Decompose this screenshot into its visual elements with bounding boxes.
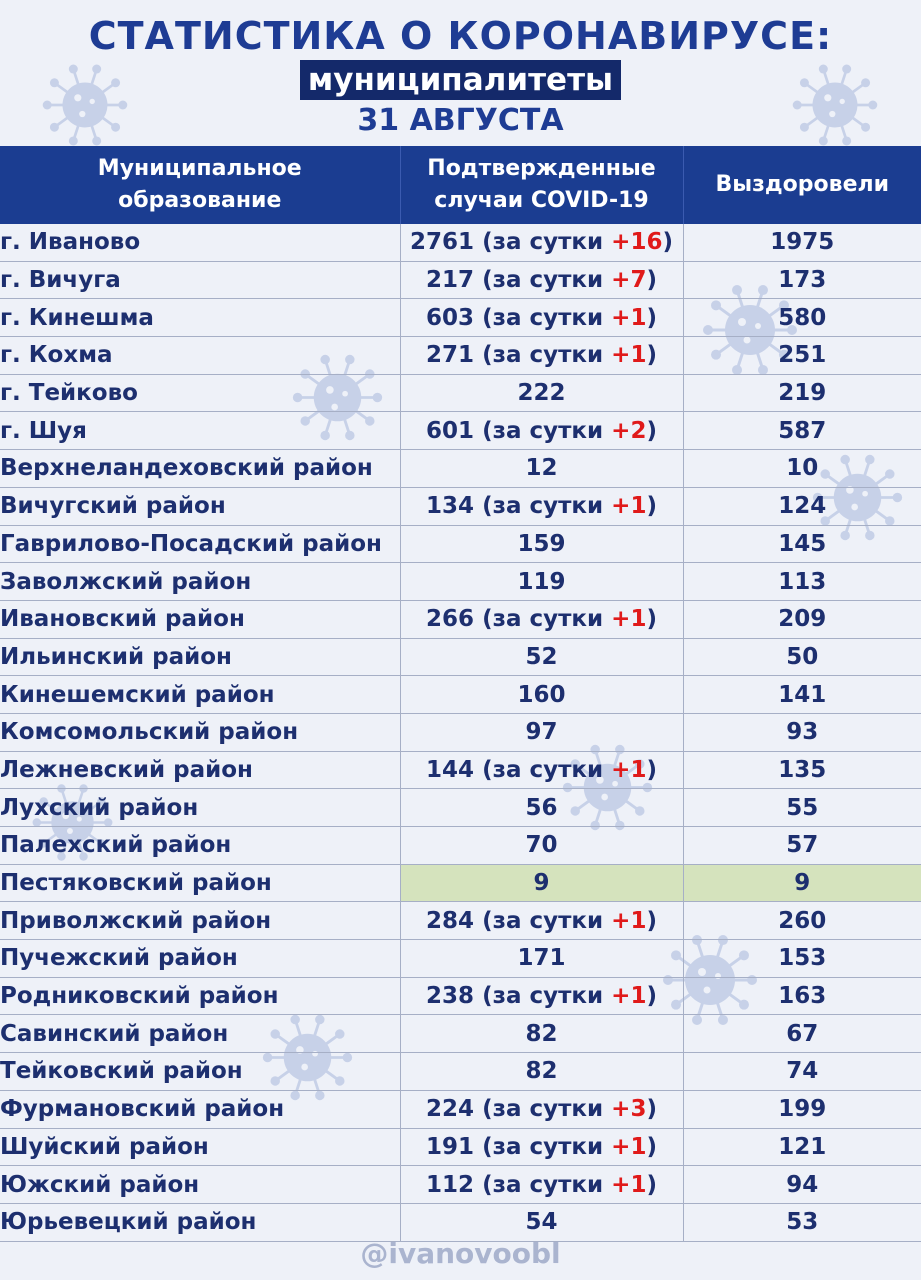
municipality-name: Ильинский район <box>0 638 400 676</box>
table-row <box>0 676 921 714</box>
daily-label-close: ) <box>646 342 657 369</box>
cases-cell <box>400 1166 683 1204</box>
daily-label-close: ) <box>646 304 657 331</box>
cases-cell <box>400 374 683 412</box>
table-row <box>0 977 921 1015</box>
daily-increase: +7 <box>611 267 647 294</box>
recovered-value: 163 <box>683 977 921 1015</box>
recovered-value: 580 <box>683 299 921 337</box>
daily-label-close: ) <box>646 267 657 294</box>
recovered-value: 57 <box>683 827 921 865</box>
table-row <box>0 827 921 865</box>
table-row <box>0 1053 921 1091</box>
table-row <box>0 713 921 751</box>
social-handle: @ivanovoobl <box>360 1237 561 1270</box>
daily-label: (за сутки <box>482 983 612 1010</box>
recovered-value: 260 <box>683 902 921 940</box>
table-row <box>0 1090 921 1128</box>
cases-value: 82 <box>525 1058 558 1085</box>
cases-cell <box>400 864 683 902</box>
cases-value: 52 <box>525 643 558 670</box>
daily-label: (за сутки <box>482 267 612 294</box>
cases-cell <box>400 1015 683 1053</box>
recovered-value: 67 <box>683 1015 921 1053</box>
cases-cell <box>400 1053 683 1091</box>
cases-value: 119 <box>517 568 566 595</box>
municipality-name: г. Кинешма <box>0 299 400 337</box>
daily-increase: +1 <box>611 493 647 520</box>
daily-label: (за сутки <box>482 304 612 331</box>
recovered-value: 10 <box>683 450 921 488</box>
cases-cell <box>400 1203 683 1241</box>
daily-increase: +3 <box>611 1096 647 1123</box>
daily-label-close: ) <box>646 417 657 444</box>
table-row <box>0 337 921 375</box>
recovered-value: 124 <box>683 487 921 525</box>
cases-value: 97 <box>525 719 558 746</box>
cases-value: 159 <box>517 530 566 557</box>
daily-label: (за сутки <box>482 1171 612 1198</box>
municipality-name: Приволжский район <box>0 902 400 940</box>
cases-cell <box>400 224 683 261</box>
daily-increase: +1 <box>611 304 647 331</box>
municipality-name: г. Иваново <box>0 224 400 261</box>
cases-value: 601 <box>426 417 475 444</box>
page-subtitle: муниципалитеты <box>300 60 621 100</box>
daily-label-close: ) <box>646 606 657 633</box>
municipality-name: Юрьевецкий район <box>0 1203 400 1241</box>
recovered-value: 199 <box>683 1090 921 1128</box>
recovered-value: 219 <box>683 374 921 412</box>
cases-cell <box>400 563 683 601</box>
cases-value: 217 <box>426 267 475 294</box>
daily-label: (за сутки <box>482 907 612 934</box>
daily-label: (за сутки <box>482 417 612 444</box>
daily-label: (за сутки <box>482 606 612 633</box>
cases-value: 271 <box>426 342 475 369</box>
municipality-name: Родниковский район <box>0 977 400 1015</box>
table-row <box>0 638 921 676</box>
cases-cell <box>400 261 683 299</box>
column-header-municipality: Муниципальное образование <box>0 146 400 224</box>
municipality-name: Фурмановский район <box>0 1090 400 1128</box>
daily-label: (за сутки <box>482 1133 612 1160</box>
recovered-value: 94 <box>683 1166 921 1204</box>
cases-value: 222 <box>517 380 566 407</box>
municipality-name: Южский район <box>0 1166 400 1204</box>
table-row <box>0 1015 921 1053</box>
table-row <box>0 751 921 789</box>
municipality-name: Шуйский район <box>0 1128 400 1166</box>
cases-cell <box>400 789 683 827</box>
cases-value: 82 <box>525 1020 558 1047</box>
table-row <box>0 864 921 902</box>
municipality-name: Заволжский район <box>0 563 400 601</box>
cases-value: 56 <box>525 794 558 821</box>
cases-cell <box>400 1090 683 1128</box>
table-row <box>0 789 921 827</box>
daily-label-close: ) <box>646 1096 657 1123</box>
cases-cell <box>400 337 683 375</box>
cases-cell <box>400 940 683 978</box>
recovered-value: 251 <box>683 337 921 375</box>
page-title: СТАТИСТИКА О КОРОНАВИРУСЕ: <box>88 14 833 58</box>
cases-cell <box>400 487 683 525</box>
daily-label-close: ) <box>646 756 657 783</box>
daily-increase: +1 <box>611 1133 647 1160</box>
daily-increase: +1 <box>611 907 647 934</box>
daily-label: (за сутки <box>482 756 612 783</box>
cases-value: 224 <box>426 1096 475 1123</box>
municipality-name: Гаврилово-Посадский район <box>0 525 400 563</box>
cases-value: 134 <box>426 493 475 520</box>
table-row <box>0 525 921 563</box>
report-date: 31 АВГУСТА <box>357 103 564 138</box>
daily-label-close: ) <box>646 1171 657 1198</box>
recovered-value: 9 <box>683 864 921 902</box>
daily-label-close: ) <box>662 229 673 256</box>
cases-cell <box>400 600 683 638</box>
daily-increase: +16 <box>611 229 663 256</box>
recovered-value: 209 <box>683 600 921 638</box>
cases-value: 171 <box>517 945 566 972</box>
daily-label-close: ) <box>646 983 657 1010</box>
cases-value: 191 <box>426 1133 475 1160</box>
cases-cell <box>400 676 683 714</box>
municipality-name: Лухский район <box>0 789 400 827</box>
cases-value: 266 <box>426 606 475 633</box>
cases-cell <box>400 450 683 488</box>
cases-value: 9 <box>533 870 550 897</box>
municipality-name: Пучежский район <box>0 940 400 978</box>
municipality-name: Тейковский район <box>0 1053 400 1091</box>
column-header-cases: Подтвержденные случаи COVID-19 <box>400 146 683 224</box>
table-row <box>0 1128 921 1166</box>
cases-value: 2761 <box>410 229 475 256</box>
recovered-value: 1975 <box>683 224 921 261</box>
recovered-value: 55 <box>683 789 921 827</box>
table-row <box>0 261 921 299</box>
municipality-name: Верхнеландеховский район <box>0 450 400 488</box>
cases-value: 144 <box>426 756 475 783</box>
cases-cell <box>400 977 683 1015</box>
cases-value: 238 <box>426 983 475 1010</box>
table-row <box>0 450 921 488</box>
cases-cell <box>400 525 683 563</box>
cases-cell <box>400 827 683 865</box>
cases-value: 70 <box>525 832 558 859</box>
municipality-name: Лежневский район <box>0 751 400 789</box>
recovered-value: 173 <box>683 261 921 299</box>
recovered-value: 74 <box>683 1053 921 1091</box>
municipality-name: Комсомольский район <box>0 713 400 751</box>
daily-label-close: ) <box>646 493 657 520</box>
municipality-name: г. Тейково <box>0 374 400 412</box>
recovered-value: 141 <box>683 676 921 714</box>
recovered-value: 121 <box>683 1128 921 1166</box>
table-row <box>0 374 921 412</box>
table-row <box>0 902 921 940</box>
cases-cell <box>400 299 683 337</box>
table-row <box>0 224 921 261</box>
cases-value: 160 <box>517 681 566 708</box>
cases-cell <box>400 412 683 450</box>
cases-value: 603 <box>426 304 475 331</box>
municipality-name: Кинешемский район <box>0 676 400 714</box>
table-row <box>0 487 921 525</box>
daily-label-close: ) <box>646 907 657 934</box>
cases-cell <box>400 638 683 676</box>
cases-value: 112 <box>426 1171 475 1198</box>
recovered-value: 50 <box>683 638 921 676</box>
municipality-name: Ивановский район <box>0 600 400 638</box>
header <box>0 0 921 146</box>
cases-cell <box>400 902 683 940</box>
municipality-name: Палехский район <box>0 827 400 865</box>
cases-value: 54 <box>525 1209 558 1236</box>
cases-cell <box>400 1128 683 1166</box>
daily-label: (за сутки <box>482 493 612 520</box>
daily-label-close: ) <box>646 1133 657 1160</box>
daily-label: (за сутки <box>482 1096 612 1123</box>
daily-increase: +1 <box>611 342 647 369</box>
cases-cell <box>400 713 683 751</box>
daily-label: (за сутки <box>482 342 612 369</box>
recovered-value: 587 <box>683 412 921 450</box>
table-row <box>0 1166 921 1204</box>
table-row <box>0 563 921 601</box>
daily-increase: +1 <box>611 756 647 783</box>
table-row <box>0 940 921 978</box>
table-row <box>0 412 921 450</box>
municipality-name: г. Кохма <box>0 337 400 375</box>
municipality-name: г. Вичуга <box>0 261 400 299</box>
daily-increase: +1 <box>611 983 647 1010</box>
recovered-value: 135 <box>683 751 921 789</box>
cases-value: 12 <box>525 455 558 482</box>
municipality-name: Савинский район <box>0 1015 400 1053</box>
table-row <box>0 299 921 337</box>
recovered-value: 93 <box>683 713 921 751</box>
daily-label: (за сутки <box>482 229 612 256</box>
municipality-name: Вичугский район <box>0 487 400 525</box>
municipality-table <box>0 146 921 1242</box>
recovered-value: 113 <box>683 563 921 601</box>
cases-cell <box>400 751 683 789</box>
table-row <box>0 1203 921 1241</box>
recovered-value: 53 <box>683 1203 921 1241</box>
cases-value: 284 <box>426 907 475 934</box>
municipality-name: Пестяковский район <box>0 864 400 902</box>
municipality-name: г. Шуя <box>0 412 400 450</box>
column-header-recovered: Выздоровели <box>683 146 921 224</box>
table-header-row <box>0 146 921 224</box>
recovered-value: 145 <box>683 525 921 563</box>
daily-increase: +1 <box>611 1171 647 1198</box>
daily-increase: +2 <box>611 417 647 444</box>
daily-increase: +1 <box>611 606 647 633</box>
table-row <box>0 600 921 638</box>
recovered-value: 153 <box>683 940 921 978</box>
